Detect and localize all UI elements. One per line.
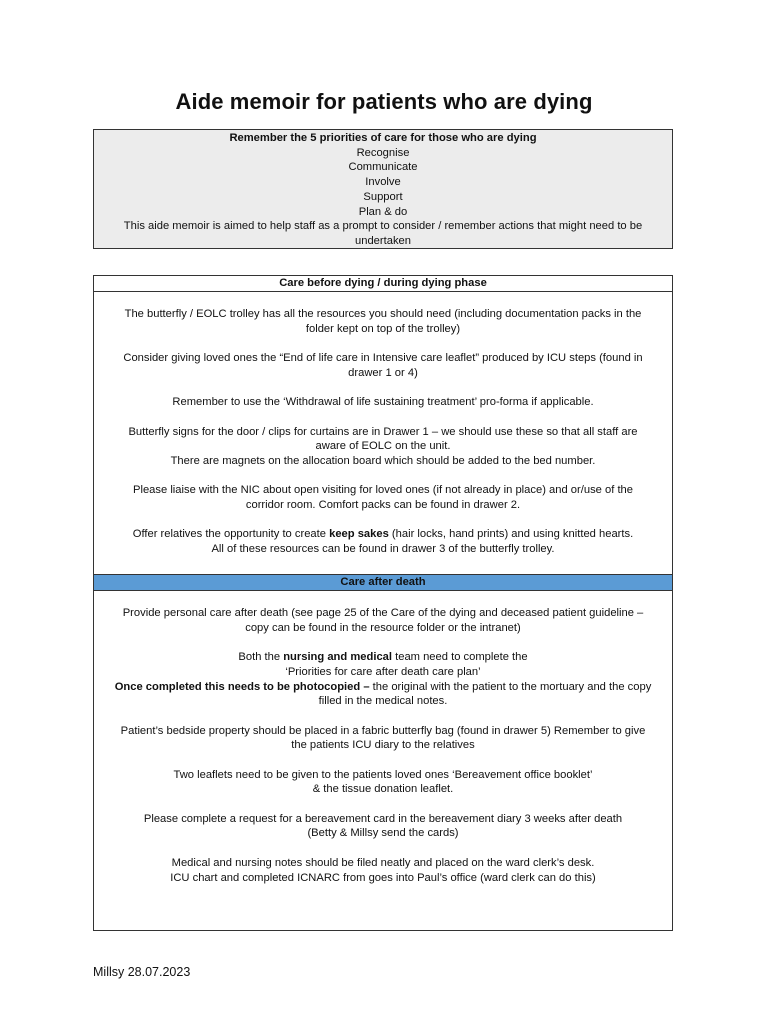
text-run: Both the xyxy=(238,651,284,664)
priorities-heading: Remember the 5 priorities of care for those who are dying xyxy=(229,132,537,144)
paragraph-trolley xyxy=(106,307,660,336)
text-run-bold: nursing and medical xyxy=(283,651,392,664)
priorities-box xyxy=(93,129,673,249)
priority-item: Communicate xyxy=(348,161,418,174)
section-body-before-dying xyxy=(94,292,672,574)
text-run-bold: Once completed this needs to be photocopied – xyxy=(114,680,370,693)
paragraph-keepsakes xyxy=(106,527,660,556)
text-line: filled in the medical notes. xyxy=(318,695,448,708)
text-line: corridor room. Comfort packs can be found in drawer 2. xyxy=(245,499,521,512)
text-line: Remember to use the ‘Withdrawal of life sustaining treatment’ pro-forma if applicable. xyxy=(172,396,594,409)
text-line: ‘Priorities for care after death care plan’ xyxy=(285,665,481,678)
document-title: Aide memoir for patients who are dying xyxy=(175,89,593,114)
text-line: the patients ICU diary to the relatives xyxy=(291,739,475,752)
text-line: Two leaflets need to be given to the patients loved ones ‘Bereavement office booklet’ xyxy=(173,768,593,781)
text-line: Consider giving loved ones the “End of life care in Intensive care leaflet” produced by ICU steps (found in xyxy=(123,352,643,365)
text-line: drawer 1 or 4) xyxy=(348,366,418,379)
paragraph-leaflets xyxy=(106,768,660,797)
text-line: The butterfly / EOLC trolley has all the resources you should need (including documentation packs in the xyxy=(124,308,642,320)
aide-memoir-note: undertaken xyxy=(355,234,411,247)
section-body-after-death xyxy=(94,591,672,885)
text-line: copy can be found in the resource folder or the intranet) xyxy=(245,621,521,634)
text-run: the original with the patient to the mortuary and the copy xyxy=(369,680,652,693)
paragraph-withdrawal xyxy=(106,395,660,410)
text-line: There are magnets on the allocation board which should be added to the bed number. xyxy=(170,454,596,467)
section-header-after-death: Care after death xyxy=(94,574,672,591)
text-run: (hair locks, hand prints) and using knitted hearts. xyxy=(388,528,634,541)
text-run: Offer relatives the opportunity to create xyxy=(132,528,330,541)
text-line: All of these resources can be found in drawer 3 of the butterfly trolley. xyxy=(211,543,555,556)
paragraph-leaflet xyxy=(106,351,660,380)
section-header-before-dying: Care before dying / during dying phase xyxy=(94,276,672,292)
text-line: Please complete a request for a bereavement card in the bereavement diary 3 weeks after death xyxy=(143,812,623,825)
text-line: Butterfly signs for the door / clips for curtains are in Drawer 1 – we should use these so that all staff are xyxy=(128,425,638,438)
paragraph-personal-care xyxy=(106,606,660,635)
text-line: & the tissue donation leaflet. xyxy=(312,783,454,796)
text-line xyxy=(106,680,660,695)
text-line: (Betty & Millsy send the cards) xyxy=(307,827,459,840)
paragraph-butterfly-signs xyxy=(106,425,660,469)
paragraph-care-plan xyxy=(106,650,660,709)
paragraph-visiting xyxy=(106,483,660,512)
care-table xyxy=(93,275,673,931)
text-line: folder kept on top of the trolley) xyxy=(305,322,461,335)
text-line: Provide personal care after death (see page 25 of the Care of the dying and deceased patient guideline – xyxy=(122,607,644,619)
priority-item: Support xyxy=(363,190,403,203)
text-line xyxy=(106,527,660,542)
paragraph-property xyxy=(106,724,660,753)
text-line xyxy=(106,650,660,665)
text-line: Please liaise with the NIC about open visiting for loved ones (if not already in place) and or/use of the xyxy=(133,484,633,497)
text-line: Medical and nursing notes should be filed neatly and placed on the ward clerk’s desk. xyxy=(171,856,595,869)
aide-memoir-note: This aide memoir is aimed to help staff as a prompt to consider / remember actions that might need to be xyxy=(123,220,643,233)
text-run: team need to complete the xyxy=(392,651,528,664)
priority-item: Plan & do xyxy=(358,205,408,218)
text-line: aware of EOLC on the unit. xyxy=(315,440,451,453)
priority-item: Recognise xyxy=(356,146,410,159)
paragraph-notes xyxy=(106,856,660,885)
text-line: ICU chart and completed ICNARC from goes into Paul’s office (ward clerk can do this) xyxy=(170,871,596,884)
text-run-bold: keep sakes xyxy=(329,528,389,541)
footer-author-date: Millsy 28.07.2023 xyxy=(93,965,191,979)
text-line: Patient’s bedside property should be placed in a fabric butterfly bag (found in drawer 5) Remember to give xyxy=(120,724,646,737)
paragraph-bereavement-card xyxy=(106,812,660,841)
priority-item: Involve xyxy=(365,176,401,189)
